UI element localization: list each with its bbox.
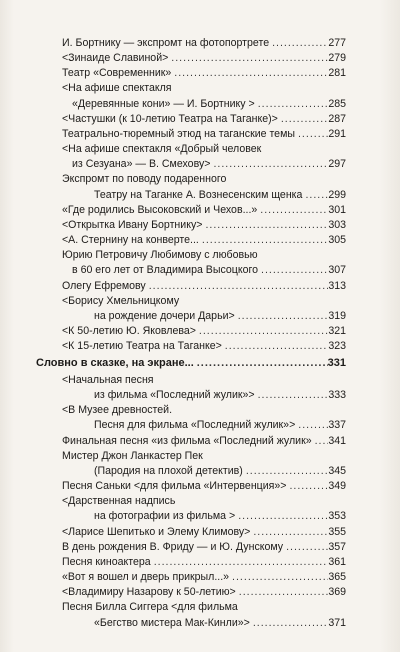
entry-title: Песня для фильма «Последний жулик»> xyxy=(94,419,296,432)
toc-entry xyxy=(62,142,346,172)
dot-leader xyxy=(210,157,328,172)
entry-title: (Пародия на плохой детектив) xyxy=(94,464,243,477)
entry-title: Театр «Современник» xyxy=(62,67,172,80)
entry-page-number: 305 xyxy=(328,234,346,247)
toc-entry-line xyxy=(62,434,346,449)
toc-entry xyxy=(62,279,346,294)
entry-title: на фотографии из фильма > xyxy=(94,510,236,523)
toc-entry xyxy=(62,585,346,600)
dot-leader xyxy=(168,51,328,66)
entry-title: в 60 его лет от Владимира Высоцкого xyxy=(72,264,259,277)
dot-leader xyxy=(258,263,328,278)
entry-title: <На афише спектакля «Добрый человек xyxy=(62,143,262,156)
toc-entry-line xyxy=(62,279,346,294)
entry-title: <В Музее древностей. xyxy=(62,404,173,417)
dot-leader xyxy=(255,388,328,403)
toc-entry-line xyxy=(62,373,346,388)
toc-entry-line xyxy=(62,97,346,112)
section-page-number: 331 xyxy=(327,357,346,369)
dot-leader xyxy=(196,324,328,339)
entry-page-number: 365 xyxy=(328,571,346,584)
toc-entry xyxy=(62,172,346,202)
toc-entry-line xyxy=(62,418,346,433)
toc-entry-line xyxy=(62,540,346,555)
dot-leader xyxy=(222,339,328,354)
toc-entry-line xyxy=(62,188,346,203)
entry-page-number: 281 xyxy=(328,67,346,80)
toc-entry xyxy=(62,203,346,218)
toc-entry-line xyxy=(62,403,346,418)
toc-entry-line xyxy=(62,172,346,187)
entry-title: И. Бортнику — экспромт на фотопортрете xyxy=(62,37,270,49)
dot-leader xyxy=(255,97,328,112)
entry-page-number: 299 xyxy=(328,188,346,201)
entry-title: «Вот я вошел и дверь прикрыл...» xyxy=(62,571,230,584)
toc-entry-line xyxy=(62,112,346,127)
entry-page-number: 345 xyxy=(328,464,346,477)
toc-entry-line xyxy=(62,464,346,479)
toc-entry xyxy=(62,479,346,494)
entry-page-number: 323 xyxy=(328,340,346,353)
dot-leader xyxy=(286,479,328,494)
toc-entry-line xyxy=(62,66,346,81)
entry-title: <Владимиру Назарову к 50-летию> xyxy=(62,586,236,599)
dot-leader xyxy=(171,66,328,81)
dot-leader xyxy=(257,203,328,218)
toc-entry xyxy=(62,51,346,66)
entry-page-number: 285 xyxy=(328,97,346,110)
dot-leader xyxy=(229,570,328,585)
entry-page-number: 313 xyxy=(328,279,346,292)
toc-entry-line xyxy=(62,509,346,524)
entry-title: Театру на Таганке А. Вознесенским щенка xyxy=(94,188,303,201)
toc-entry xyxy=(62,324,346,339)
toc-entry xyxy=(62,66,346,81)
toc-entry-line xyxy=(62,142,346,157)
dot-leader xyxy=(312,434,328,449)
toc-entry xyxy=(62,525,346,540)
toc-entry xyxy=(62,112,346,127)
toc-entry-line xyxy=(62,248,346,263)
entry-page-number: 361 xyxy=(328,555,346,568)
toc-entry-line xyxy=(62,525,346,540)
dot-leader xyxy=(278,112,328,127)
toc-entry xyxy=(62,570,346,585)
entry-page-number: 341 xyxy=(328,434,346,447)
toc-entry xyxy=(62,233,346,248)
entry-title: Олегу Ефремову xyxy=(62,279,146,292)
entry-page-number: 301 xyxy=(328,203,346,216)
toc-entry-line xyxy=(62,36,346,51)
toc-entry-line xyxy=(62,388,346,403)
entry-page-number: 287 xyxy=(328,112,346,125)
entry-title: <К 15-летию Театра на Таганке> xyxy=(62,340,222,353)
entry-title: Мистер Джон Ланкастер Пек xyxy=(62,449,203,462)
entry-page-number: 355 xyxy=(328,525,346,538)
toc-entry-line xyxy=(62,81,346,96)
entry-title: из фильма «Последний жулик»> xyxy=(94,389,255,402)
toc-entry-line xyxy=(62,309,346,324)
dot-leader xyxy=(243,464,328,479)
entry-page-number: 297 xyxy=(328,158,346,171)
dot-leader xyxy=(236,585,328,600)
toc-entry xyxy=(62,403,346,433)
entry-title: Песня Саньки <для фильма «Интервенция»> xyxy=(62,480,287,493)
toc-entry-line xyxy=(62,339,346,354)
toc-entry-line xyxy=(62,157,346,172)
toc-entry-line xyxy=(62,494,346,509)
dot-leader xyxy=(146,279,328,294)
toc-entry xyxy=(62,127,346,142)
toc-entry-line xyxy=(62,263,346,278)
entry-title: <К 50-летию Ю. Яковлева> xyxy=(62,324,196,337)
toc-entry xyxy=(62,36,346,51)
entry-title: <Открытка Ивану Бортнику> xyxy=(62,218,203,231)
entry-title: Театрально-тюремный этюд на таганские темы xyxy=(62,127,295,140)
toc-entry-line xyxy=(62,585,346,600)
entry-title: «Деревянные кони» — И. Бортнику > xyxy=(72,97,255,110)
toc-entry-line xyxy=(62,449,346,464)
toc-entry-line xyxy=(62,294,346,309)
entry-page-number: 337 xyxy=(328,419,346,432)
section-title: Словно в сказке, на экране... xyxy=(36,357,194,369)
entry-page-number: 291 xyxy=(328,127,346,140)
entry-page-number: 357 xyxy=(328,540,346,553)
toc-entry xyxy=(62,294,346,324)
dot-leader xyxy=(235,309,328,324)
toc-entry xyxy=(62,555,346,570)
toc-entry xyxy=(62,339,346,354)
toc-bottom-list xyxy=(62,373,346,631)
toc-entry-line xyxy=(62,555,346,570)
entry-page-number: 303 xyxy=(328,218,346,231)
toc-section-heading xyxy=(36,356,346,371)
entry-page-number: 321 xyxy=(328,324,346,337)
entry-title: <Зинаиде Славиной> xyxy=(62,52,169,65)
toc-entry xyxy=(62,248,346,278)
entry-title: <Частушки (к 10-летию Театра на Таганке)> xyxy=(62,112,278,125)
entry-title: Экспромт по поводу подаренного xyxy=(62,173,227,186)
toc-entry xyxy=(62,600,346,630)
entry-page-number: 277 xyxy=(328,37,346,49)
toc-entry-line xyxy=(62,616,346,631)
entry-title: <Дарственная надпись xyxy=(62,495,176,508)
toc-entry-line xyxy=(62,570,346,585)
entry-page-number: 353 xyxy=(328,510,346,523)
entry-page-number: 371 xyxy=(328,616,346,629)
entry-title: В день рождения В. Фриду — и Ю. Дунскому xyxy=(62,540,284,553)
entry-page-number: 307 xyxy=(328,264,346,277)
dot-leader xyxy=(202,218,328,233)
entry-title: «Где родились Высоковский и Чехов...» xyxy=(62,203,258,216)
entry-page-number: 333 xyxy=(328,389,346,402)
entry-title: из Сезуана» — В. Смехову> xyxy=(72,158,211,171)
toc-entry-line xyxy=(62,479,346,494)
entry-page-number: 369 xyxy=(328,586,346,599)
dot-leader xyxy=(269,36,328,51)
entry-title: Финальная песня «из фильма «Последний жулик» xyxy=(62,434,312,447)
dot-leader xyxy=(295,127,328,142)
toc-section-line xyxy=(36,356,346,371)
toc-entry-line xyxy=(62,127,346,142)
entry-title: <На афише спектакля xyxy=(62,82,172,95)
toc-entry-line xyxy=(62,600,346,615)
dot-leader xyxy=(295,418,328,433)
entry-title: Песня Билла Сиггера <для фильма xyxy=(62,601,238,614)
dot-leader xyxy=(302,188,328,203)
entry-title: Песня киноактера xyxy=(62,555,151,568)
entry-title: <А. Стернину на конверте... xyxy=(62,234,199,247)
entry-title: «Бегство мистера Мак-Кинли»> xyxy=(94,616,250,629)
toc-entry xyxy=(62,449,346,479)
toc-entry xyxy=(62,373,346,403)
toc-entry-line xyxy=(62,203,346,218)
entry-page-number: 279 xyxy=(328,52,346,65)
entry-title: <Начальная песня xyxy=(62,374,154,386)
dot-leader xyxy=(250,525,328,540)
dot-leader xyxy=(194,356,328,371)
entry-title: на рождение дочери Дарьи> xyxy=(94,309,235,322)
toc-entry-line xyxy=(62,324,346,339)
toc-entry xyxy=(62,434,346,449)
dot-leader xyxy=(250,616,328,631)
dot-leader xyxy=(283,540,328,555)
entry-title: Юрию Петровичу Любимову с любовью xyxy=(62,249,258,262)
toc-top-list xyxy=(62,36,346,354)
toc-entry xyxy=(62,540,346,555)
dot-leader xyxy=(199,233,328,248)
toc-entry xyxy=(62,81,346,111)
toc-entry-line xyxy=(62,51,346,66)
toc-entry xyxy=(62,218,346,233)
dot-leader xyxy=(151,555,328,570)
entry-page-number: 349 xyxy=(328,480,346,493)
toc-entry-line xyxy=(62,218,346,233)
entry-page-number: 319 xyxy=(328,309,346,322)
dot-leader xyxy=(235,509,328,524)
toc-entry-line xyxy=(62,233,346,248)
entry-title: <Борису Хмельницкому xyxy=(62,294,180,307)
toc-entry xyxy=(62,494,346,524)
entry-title: <Ларисе Шепитько и Элему Климову> xyxy=(62,525,251,538)
